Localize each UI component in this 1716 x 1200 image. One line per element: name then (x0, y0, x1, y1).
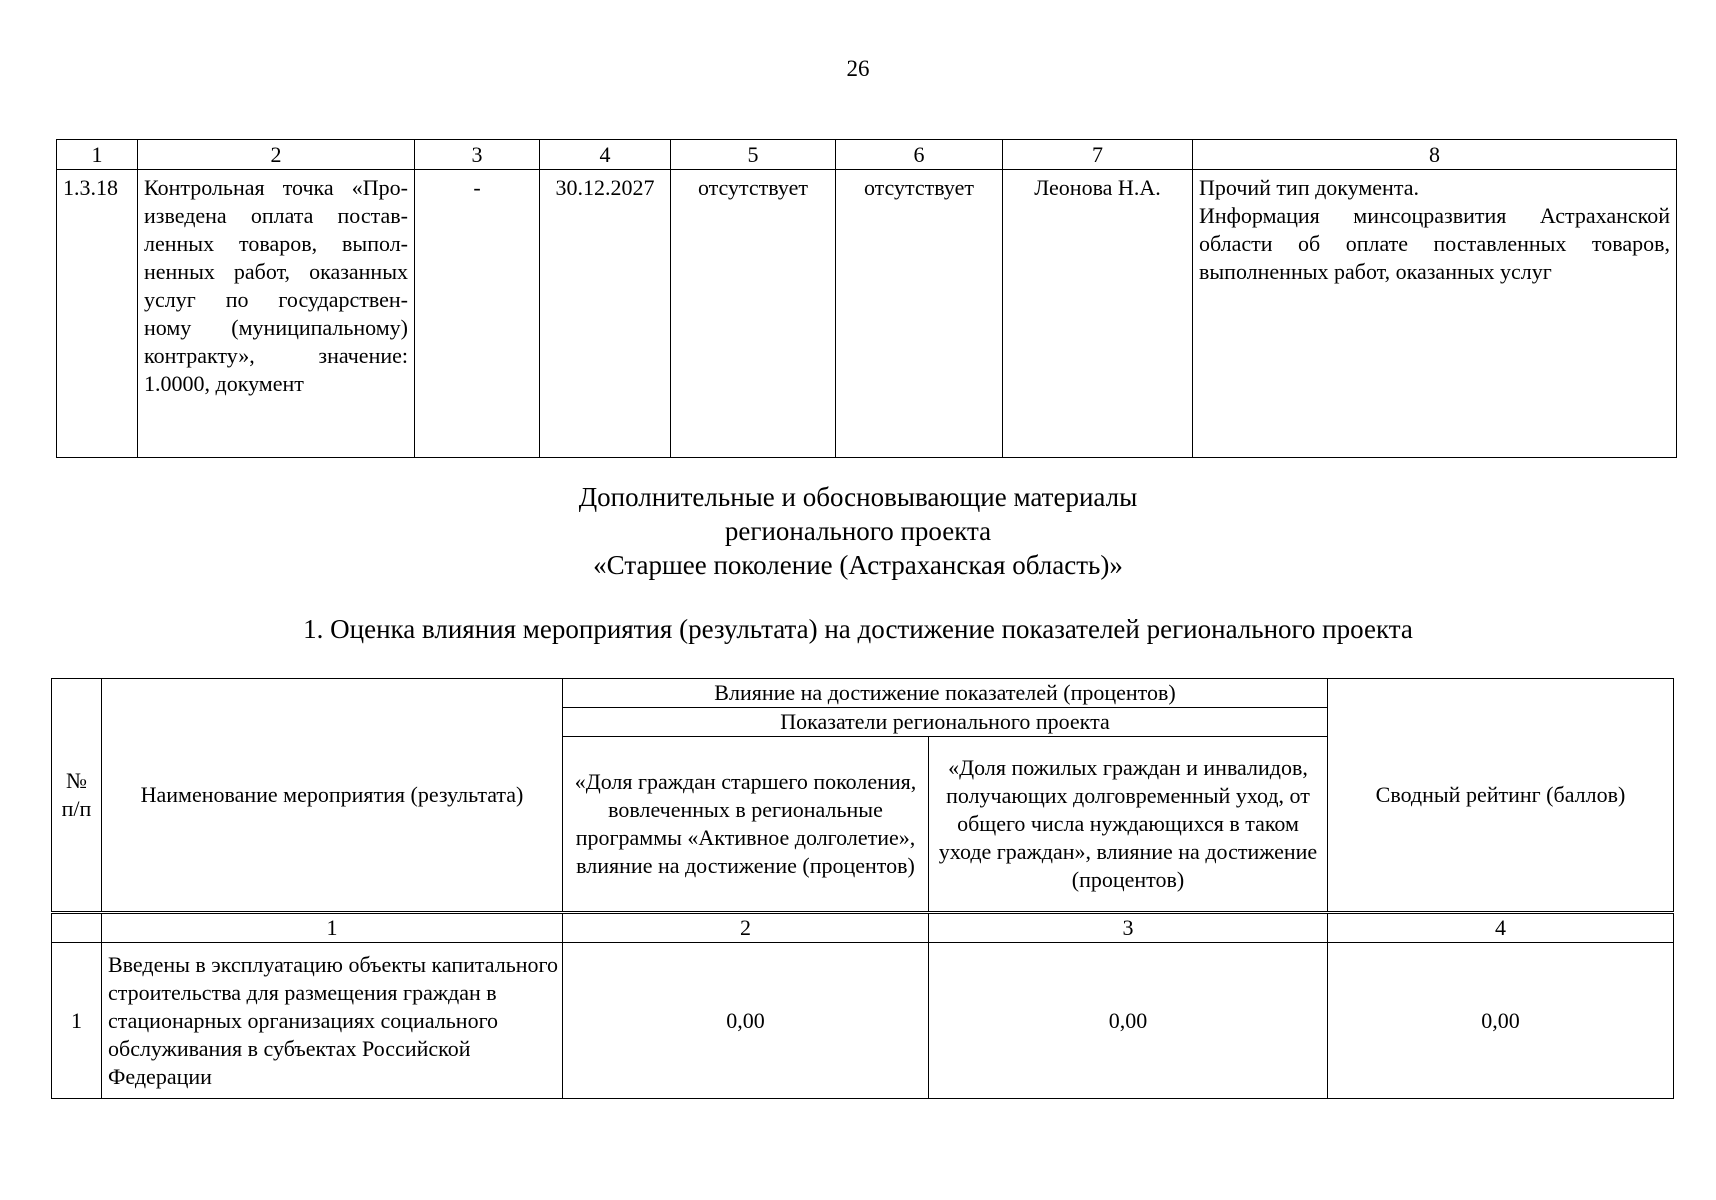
responsible-person: Леонова Н.А. (1003, 170, 1193, 458)
indicator2-header: «Доля пожилых граждан и инвалидов, получающих долговременный уход, от общего числа нуждающихся в таком уходе граждан», влияние на достижение (процентов) (929, 737, 1328, 913)
header-cell: 6 (836, 140, 1003, 170)
col-name-header: Наименование мероприятия (результата) (102, 679, 563, 913)
row-number: 1 (52, 943, 102, 1099)
name-line: контракту», значение: (144, 343, 408, 368)
column-number: 3 (929, 913, 1328, 943)
table-header-row (57, 140, 1677, 170)
group-header: Влияние на достижение показателей (процентов) (563, 679, 1328, 708)
column-number (52, 913, 102, 943)
header-cell: 5 (671, 140, 836, 170)
name-line: ленных товаров, выпол- (144, 231, 408, 256)
col-number-header: № п/п (52, 679, 102, 913)
column-number: 1 (102, 913, 563, 943)
column-number: 2 (563, 913, 929, 943)
header-cell: 8 (1193, 140, 1677, 170)
document-description (1193, 170, 1677, 458)
control-point-table (56, 139, 1677, 458)
measure-name: Введены в эксплуатацию объекты капитального строительства для размещения граждан в стационарных организациях социального обслуживания в субъектах Российской Федерации (102, 943, 563, 1099)
row-number: 1.3.18 (57, 170, 138, 458)
header-cell: 4 (540, 140, 671, 170)
section-title: 1. Оценка влияния мероприятия (результата) на достижение показателей регионального проекта (303, 614, 1413, 644)
table-row (57, 170, 1677, 458)
heading-line: регионального проекта (724, 516, 992, 546)
col-rating-header: Сводный рейтинг (баллов) (1328, 679, 1674, 913)
control-point-name (138, 170, 415, 458)
due-date: 30.12.2027 (540, 170, 671, 458)
column-number: 4 (1328, 913, 1674, 943)
subgroup-header: Показатели регионального проекта (563, 708, 1328, 737)
header-cell: 3 (415, 140, 540, 170)
header-cell: 2 (138, 140, 415, 170)
rating-value: 0,00 (1328, 943, 1674, 1099)
document-info: Информация минсоцразвития Астраханской области об оплате поставленных товаров, выполненных работ, оказанных услуг (1199, 203, 1670, 284)
document-type: Прочий тип документа. (1199, 175, 1419, 200)
table-header-row (52, 679, 1674, 708)
indicator2-value: 0,00 (929, 943, 1328, 1099)
table-row (52, 943, 1674, 1099)
column-numbers-row (52, 913, 1674, 943)
indicator1-header: «Доля граждан старшего поколения, вовлеченных в региональные программы «Активное долголетие», влияние на достижение (процентов) (563, 737, 929, 913)
indicator1-value: 0,00 (563, 943, 929, 1099)
name-line: 1.0000, документ (144, 371, 304, 396)
col3-value: - (415, 170, 540, 458)
name-line: Контрольная точка «Про- (144, 175, 408, 200)
name-line: ненных работ, оказанных (144, 259, 408, 284)
col6-value: отсутствует (836, 170, 1003, 458)
materials-heading (0, 480, 1716, 582)
name-line: изведена оплата постав- (144, 203, 408, 228)
col5-value: отсутствует (671, 170, 836, 458)
page-number: 26 (846, 56, 870, 81)
header-cell: 7 (1003, 140, 1193, 170)
name-line: ному (муниципальному) (144, 315, 408, 340)
impact-assessment-table (51, 678, 1674, 1099)
name-line: услуг по государствен- (144, 287, 408, 312)
header-cell: 1 (57, 140, 138, 170)
heading-line: «Старшее поколение (Астраханская область)» (593, 550, 1123, 580)
heading-line: Дополнительные и обосновывающие материалы (578, 482, 1138, 512)
